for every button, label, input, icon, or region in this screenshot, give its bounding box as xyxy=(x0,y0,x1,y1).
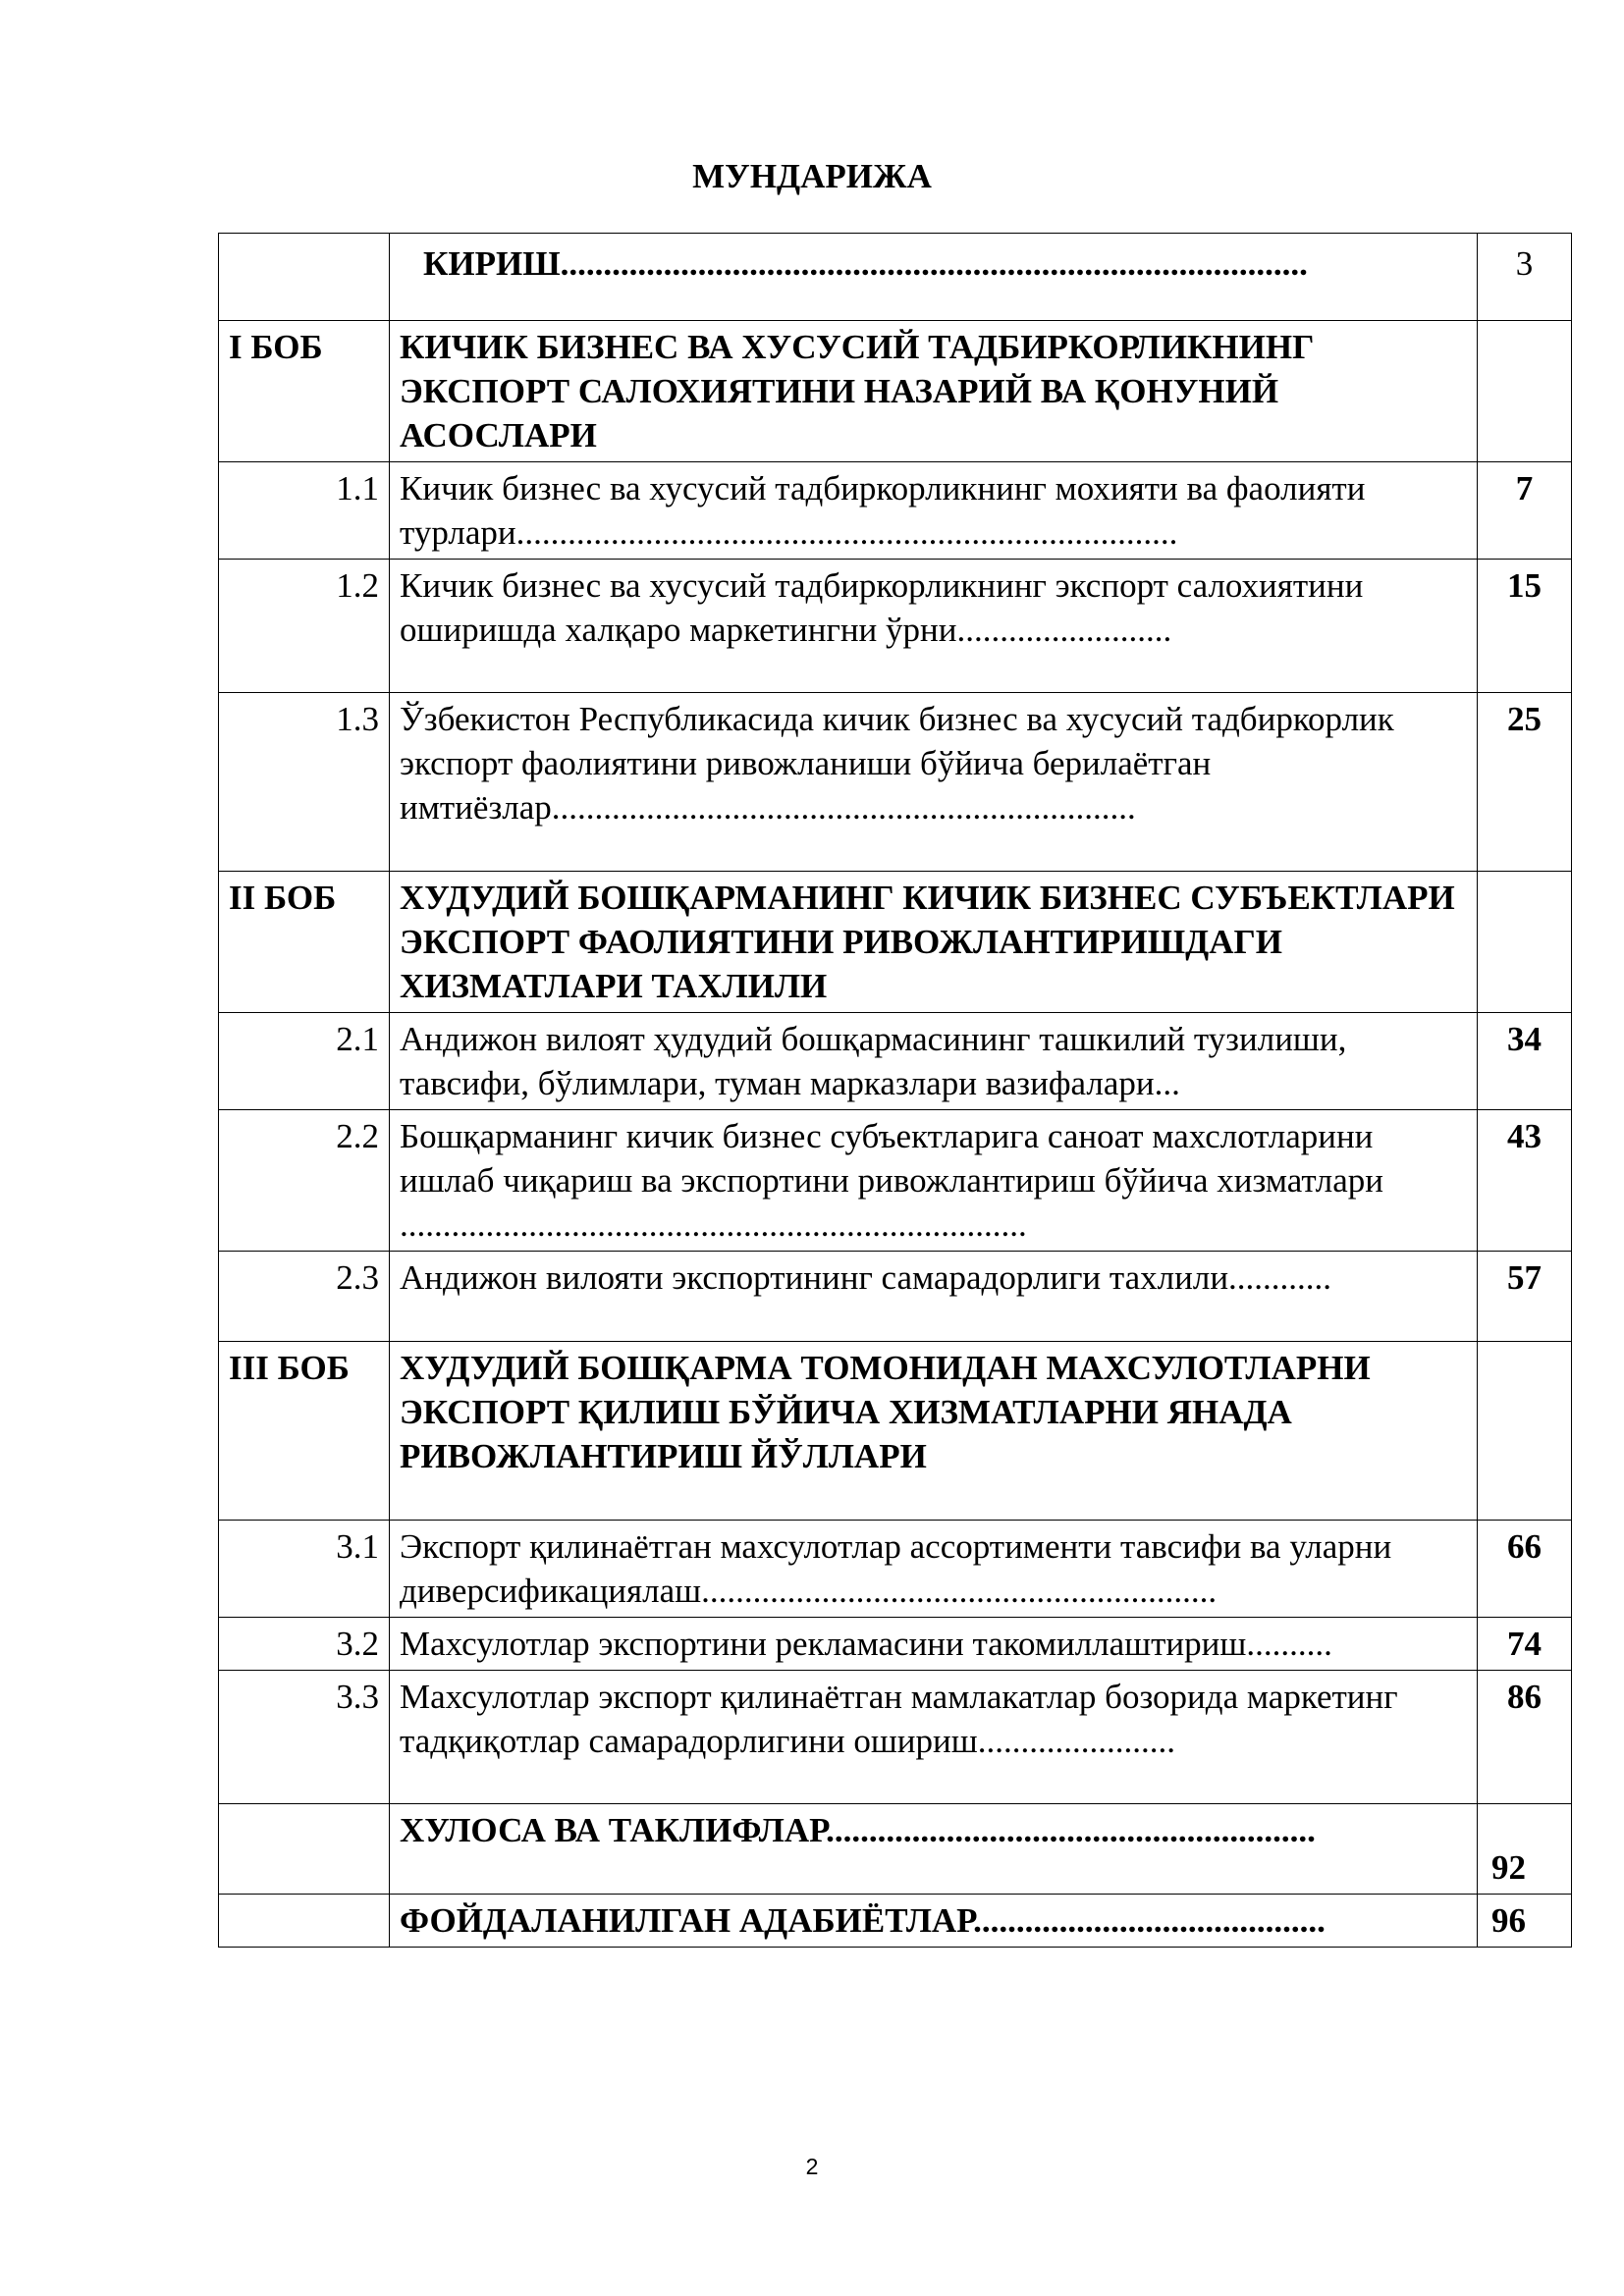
toc-conclusion-page: 92 xyxy=(1478,1804,1572,1895)
section-page: 34 xyxy=(1478,1013,1572,1110)
toc-page-cell xyxy=(1478,321,1572,462)
section-page: 74 xyxy=(1478,1618,1572,1671)
section-number: 2.2 xyxy=(219,1110,390,1252)
toc-references-label: ФОЙДАЛАНИЛГАН АДАБИЁТЛАР......................................... xyxy=(390,1895,1478,1948)
section-number: 1.3 xyxy=(219,693,390,872)
section-page: 43 xyxy=(1478,1110,1572,1252)
toc-conclusion-label: ХУЛОСА ВА ТАКЛИФЛАР......................................................... xyxy=(390,1804,1478,1895)
toc-page-cell xyxy=(1478,872,1572,1013)
section-page: 86 xyxy=(1478,1671,1572,1804)
document-title: МУНДАРИЖА xyxy=(692,157,932,195)
section-title: Кичик бизнес ва хусусий тадбиркорликнинг экспорт салохиятини оширишда халқаро маркетингни ўрни......................... xyxy=(390,560,1478,693)
section-number: 2.1 xyxy=(219,1013,390,1110)
toc-row-chapter-2 xyxy=(219,872,1572,1013)
section-title: Махсулотлар экспортини рекламасини такомиллаштириш.......... xyxy=(390,1618,1478,1671)
toc-num-cell xyxy=(219,1895,390,1948)
chapter-number: II БОБ xyxy=(219,872,390,1013)
toc-row-section xyxy=(219,1671,1572,1804)
section-page: 57 xyxy=(1478,1252,1572,1342)
chapter-title: КИЧИК БИЗНЕС ВА ХУСУСИЙ ТАДБИРКОРЛИКНИНГ ЭКСПОРТ САЛОХИЯТИНИ НАЗАРИЙ ВА ҚОНУНИЙ АСОСЛАРИ xyxy=(390,321,1478,462)
toc-row-section xyxy=(219,1013,1572,1110)
section-page: 7 xyxy=(1478,462,1572,560)
section-title: Бошқарманинг кичик бизнес субъектларига саноат махслотларини ишлаб чиқариш ва экспортини ривожлантириш бўйича хизматлари ......................................................................... xyxy=(390,1110,1478,1252)
section-number: 3.1 xyxy=(219,1521,390,1618)
toc-row-chapter-1 xyxy=(219,321,1572,462)
section-number: 2.3 xyxy=(219,1252,390,1342)
section-title: Махсулотлар экспорт қилинаётган мамлакатлар бозорида маркетинг тадқиқотлар самарадорлигини ошириш....................... xyxy=(390,1671,1478,1804)
toc-num-cell xyxy=(219,1804,390,1895)
toc-intro-label: КИРИШ....................................................................................... xyxy=(390,234,1478,321)
section-title: Экспорт қилинаётган махсулотлар ассортименти тавсифи ва уларни диверсификациялаш............................................................ xyxy=(390,1521,1478,1618)
section-page: 66 xyxy=(1478,1521,1572,1618)
toc-row-section xyxy=(219,1110,1572,1252)
toc-row-section xyxy=(219,462,1572,560)
section-title: Андижон вилоят ҳудудий бошқармасининг ташкилий тузилиши, тавсифи, бўлимлари, туман марказлари вазифалари... xyxy=(390,1013,1478,1110)
chapter-title: ХУДУДИЙ БОШҚАРМАНИНГ КИЧИК БИЗНЕС СУБЪЕКТЛАРИ ЭКСПОРТ ФАОЛИЯТИНИ РИВОЖЛАНТИРИШДАГИ ХИЗМАТЛАРИ ТАХЛИЛИ xyxy=(390,872,1478,1013)
chapter-number: I БОБ xyxy=(219,321,390,462)
chapter-number: III БОБ xyxy=(219,1342,390,1521)
toc-row-section xyxy=(219,1521,1572,1618)
toc-num-cell xyxy=(219,234,390,321)
page-number: 2 xyxy=(805,2154,819,2179)
section-number: 1.1 xyxy=(219,462,390,560)
section-number: 3.3 xyxy=(219,1671,390,1804)
toc-row-section xyxy=(219,1618,1572,1671)
table-of-contents xyxy=(218,233,1572,1948)
toc-row-intro xyxy=(219,234,1572,321)
section-title: Андижон вилояти экспортининг самарадорлиги тахлили............ xyxy=(390,1252,1478,1342)
section-title: Кичик бизнес ва хусусий тадбиркорликнинг мохияти ва фаолияти турлари............................................................................. xyxy=(390,462,1478,560)
toc-row-section xyxy=(219,693,1572,872)
chapter-title: ХУДУДИЙ БОШҚАРМА ТОМОНИДАН МАХСУЛОТЛАРНИ ЭКСПОРТ ҚИЛИШ БЎЙИЧА ХИЗМАТЛАРНИ ЯНАДА РИВОЖЛАНТИРИШ ЙЎЛЛАРИ xyxy=(390,1342,1478,1521)
toc-row-references xyxy=(219,1895,1572,1948)
section-title: Ўзбекистон Республикасида кичик бизнес ва хусусий тадбиркорлик экспорт фаолиятини ривожланиши бўйича берилаётган имтиёзлар.................................................................... xyxy=(390,693,1478,872)
toc-references-page: 96 xyxy=(1478,1895,1572,1948)
toc-page-cell xyxy=(1478,1342,1572,1521)
toc-row-section xyxy=(219,1252,1572,1342)
section-number: 1.2 xyxy=(219,560,390,693)
toc-row-chapter-3 xyxy=(219,1342,1572,1521)
toc-intro-page: 3 xyxy=(1478,234,1572,321)
section-page: 25 xyxy=(1478,693,1572,872)
section-number: 3.2 xyxy=(219,1618,390,1671)
toc-row-section xyxy=(219,560,1572,693)
toc-row-conclusion xyxy=(219,1804,1572,1895)
section-page: 15 xyxy=(1478,560,1572,693)
